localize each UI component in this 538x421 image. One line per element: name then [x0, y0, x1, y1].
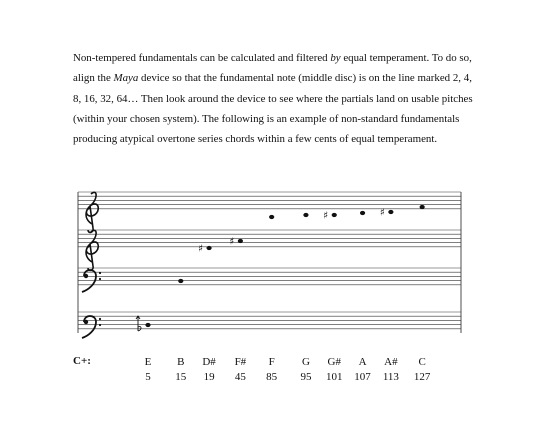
note-name-label: G [301, 356, 310, 368]
note-head [332, 213, 337, 217]
note-name-label: E [144, 356, 152, 368]
harmonic-number-label: 101 [326, 371, 343, 383]
note-head [238, 239, 243, 243]
note-head [145, 323, 150, 327]
note-name-label: A [358, 356, 367, 368]
paragraph-text-3: device so that the fundamental note (middle disc) is on the line marked 2, 4, 8, 16, 32, 64… Then look around the device to see where the partials land on usable pitches (within your chosen system). The following is an example of non-standard fundamentals producing atypical overtone series chords within a few cents of equal temperament. [73, 72, 473, 146]
harmonic-number-label: 19 [203, 371, 215, 383]
note-name-label: D# [202, 356, 216, 368]
note-9 [380, 208, 394, 219]
note-head [420, 205, 425, 209]
note-5 [269, 215, 274, 219]
note-7 [323, 211, 337, 222]
note-head [178, 279, 183, 283]
harmonic-number-label: 45 [234, 371, 246, 383]
harmonic-number-label: 85 [266, 371, 278, 383]
harmonic-number-label: 127 [413, 371, 431, 383]
note-name-label: A# [384, 356, 398, 368]
paragraph-emphasis-maya: Maya [113, 72, 139, 85]
sharp-icon: ♯ [323, 210, 329, 222]
note-head [360, 211, 365, 215]
note-8 [360, 211, 365, 215]
treble-clef-icon [86, 192, 98, 232]
paragraph-text-1: Non-tempered fundamentals can be calculated and filtered [73, 52, 331, 64]
harmonic-number-label: 5 [145, 371, 151, 383]
note-head [303, 213, 308, 217]
note-3 [198, 244, 212, 255]
paragraph-emphasis-by: by [330, 52, 341, 64]
note-name-label: F [268, 356, 275, 368]
note-head [206, 246, 211, 250]
treble-clef-icon [86, 230, 98, 270]
note-name-label: F# [234, 356, 247, 368]
sharp-icon: ♯ [229, 236, 235, 248]
harmonic-number-label: 95 [300, 371, 312, 383]
bass-clef-icon [82, 316, 101, 338]
harmonic-number-label: 113 [382, 371, 399, 383]
harmonic-number-label: 107 [354, 371, 371, 383]
sharp-icon: ♯ [379, 207, 385, 219]
harmonic-number-label: 15 [175, 371, 187, 383]
note-name-label: G# [327, 356, 341, 368]
note-6 [303, 213, 308, 217]
note-10 [420, 205, 425, 209]
note-head [269, 215, 274, 219]
note-head [388, 210, 393, 214]
paragraph-text-2: equal temperament. To do so, align the [73, 52, 472, 85]
chord-label: C+: [73, 355, 91, 367]
bass-clef-icon [82, 270, 101, 292]
note-2 [178, 279, 183, 283]
note-name-label: B [177, 356, 185, 368]
sharp-icon: ♯ [198, 243, 203, 255]
note-name-label: C [418, 356, 426, 368]
staff-lines [78, 192, 461, 329]
